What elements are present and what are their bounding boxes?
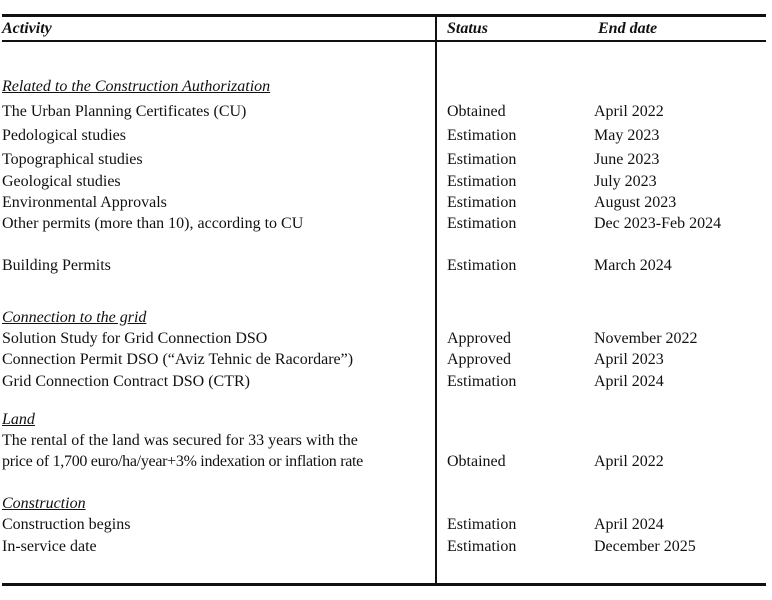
header-activity: Activity xyxy=(2,20,52,37)
table-row-status: Estimation xyxy=(447,516,517,533)
column-divider xyxy=(435,15,437,585)
land-description-line-2: price of 1,700 euro/ha/year+3% indexation or inflation rate xyxy=(2,453,363,470)
table-row-activity: The Urban Planning Certificates (CU) xyxy=(2,103,247,120)
table-row-end-date: November 2022 xyxy=(594,330,698,347)
table-row-status: Estimation xyxy=(447,215,517,232)
table-row-activity: Geological studies xyxy=(2,173,121,190)
table-row-end-date: April 2022 xyxy=(594,453,664,470)
table-row-activity: Construction begins xyxy=(2,516,131,533)
table-row-status: Obtained xyxy=(447,453,506,470)
land-description-line-1: The rental of the land was secured for 33 years with the xyxy=(2,432,358,449)
table-row-activity: Grid Connection Contract DSO (CTR) xyxy=(2,373,250,390)
table-row-end-date: March 2024 xyxy=(594,257,672,274)
table-row-activity: Pedological studies xyxy=(2,127,126,144)
table-row-status: Obtained xyxy=(447,103,506,120)
header-rule xyxy=(2,40,766,42)
table-row-status: Estimation xyxy=(447,194,517,211)
table-row-status: Estimation xyxy=(447,151,517,168)
table-row-status: Estimation xyxy=(447,173,517,190)
table-row-activity: Building Permits xyxy=(2,257,111,274)
table-row-status: Estimation xyxy=(447,538,517,555)
table-row-activity: Topographical studies xyxy=(2,151,143,168)
table-row-status: Approved xyxy=(447,330,511,347)
header-status: Status xyxy=(447,20,488,37)
table-row-end-date: July 2023 xyxy=(594,173,657,190)
header-end-date: End date xyxy=(598,20,658,37)
table-row-end-date: May 2023 xyxy=(594,127,660,144)
table-row-activity: Other permits (more than 10), according to CU xyxy=(2,215,304,232)
table-row-end-date: Dec 2023-Feb 2024 xyxy=(594,215,722,232)
table-row-end-date: April 2022 xyxy=(594,103,664,120)
section-title-construction: Construction xyxy=(2,495,86,512)
table-row-end-date: August 2023 xyxy=(594,194,677,211)
table-row-activity: Solution Study for Grid Connection DSO xyxy=(2,330,268,347)
table-row-activity: Environmental Approvals xyxy=(2,194,167,211)
table-row-activity: Connection Permit DSO (“Aviz Tehnic de Racordare”) xyxy=(2,351,354,368)
top-rule xyxy=(2,14,766,17)
table-row-activity: In-service date xyxy=(2,538,97,555)
table-row-end-date: April 2024 xyxy=(594,373,664,390)
section-title-land: Land xyxy=(2,411,35,428)
table-row-end-date: April 2024 xyxy=(594,516,664,533)
table-row-end-date: April 2023 xyxy=(594,351,664,368)
table-row-status: Estimation xyxy=(447,127,517,144)
table-row-end-date: June 2023 xyxy=(594,151,660,168)
section-title-construction-authorization: Related to the Construction Authorization xyxy=(2,78,271,95)
bottom-rule xyxy=(2,583,766,586)
table-row-status: Estimation xyxy=(447,257,517,274)
section-title-grid: Connection to the grid xyxy=(2,309,147,326)
table-row-status: Estimation xyxy=(447,373,517,390)
table-row-end-date: December 2025 xyxy=(594,538,696,555)
table-row-status: Approved xyxy=(447,351,511,368)
